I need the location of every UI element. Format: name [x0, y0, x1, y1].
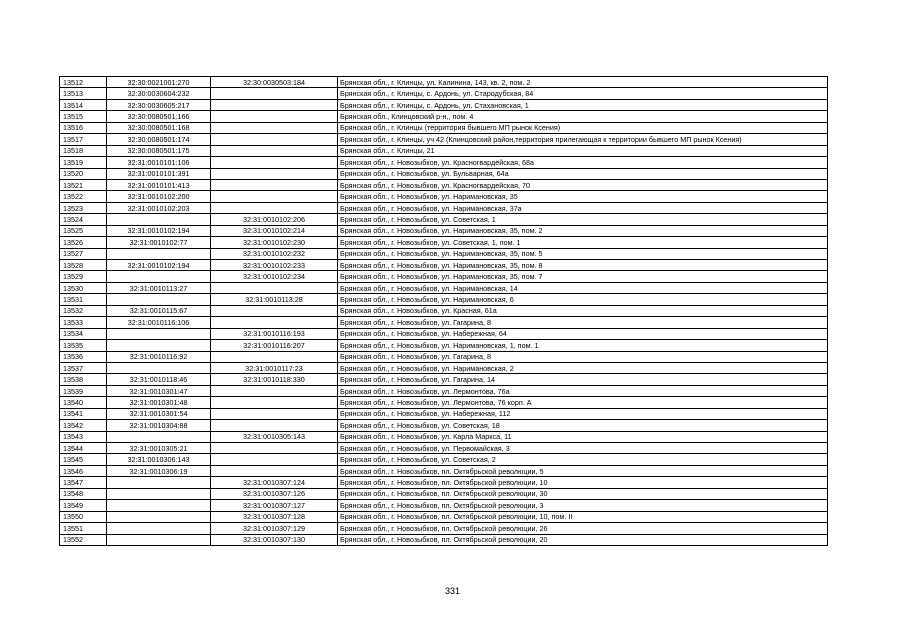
building-number-cell — [211, 397, 338, 408]
address-cell: Брянская обл., Клинцовский р-н,, пом. 4 — [338, 111, 828, 122]
row-number-cell: 13531 — [60, 294, 107, 305]
row-number-cell: 13523 — [60, 202, 107, 213]
address-cell: Брянская обл., г. Новозыбков, ул. Лермонтова, 76 корп. А — [338, 397, 828, 408]
address-cell: Брянская обл., г. Клинцы, 21 — [338, 145, 828, 156]
building-number-cell: 32:30:0030503:184 — [211, 77, 338, 88]
building-number-cell — [211, 408, 338, 419]
row-number-cell: 13514 — [60, 99, 107, 110]
cadastral-number-cell: 32:30:0080501:166 — [107, 111, 211, 122]
cadastral-number-cell: 32:30:0030605:217 — [107, 99, 211, 110]
row-number-cell: 13549 — [60, 500, 107, 511]
address-cell: Брянская обл., г. Клинцы, ул. Калинина, 143, кв. 2, пом. 2 — [338, 77, 828, 88]
building-number-cell: 32:31:0010307:127 — [211, 500, 338, 511]
row-number-cell: 13544 — [60, 443, 107, 454]
address-cell: Брянская обл., г. Новозыбков, ул. Наримановская, 35, пом. 8 — [338, 260, 828, 271]
table-row — [60, 282, 828, 293]
row-number-cell: 13525 — [60, 225, 107, 236]
building-number-cell — [211, 305, 338, 316]
cadastral-number-cell — [107, 248, 211, 259]
building-number-cell — [211, 99, 338, 110]
address-cell: Брянская обл., г. Новозыбков, ул. Наримановская, 35 — [338, 191, 828, 202]
address-cell: Брянская обл., г. Новозыбков, ул. Наримановская, 35, пом. 5 — [338, 248, 828, 259]
cadastral-number-cell — [107, 340, 211, 351]
table-row — [60, 523, 828, 534]
cadastral-number-cell — [107, 431, 211, 442]
table-row — [60, 134, 828, 145]
address-cell: Брянская обл., г. Новозыбков, ул. Наримановская, 6 — [338, 294, 828, 305]
cadastral-number-cell: 32:31:0010101:413 — [107, 179, 211, 190]
row-number-cell: 13539 — [60, 385, 107, 396]
table-row — [60, 191, 828, 202]
building-number-cell: 32:31:0010307:126 — [211, 488, 338, 499]
row-number-cell: 13530 — [60, 282, 107, 293]
cadastral-number-cell: 32:30:0080501:168 — [107, 122, 211, 133]
address-cell: Брянская обл., г. Новозыбков, ул. Карла Маркса, 11 — [338, 431, 828, 442]
building-number-cell — [211, 202, 338, 213]
cadastral-number-cell: 32:31:0010115:67 — [107, 305, 211, 316]
table-row — [60, 340, 828, 351]
row-number-cell: 13542 — [60, 420, 107, 431]
building-number-cell — [211, 454, 338, 465]
row-number-cell: 13545 — [60, 454, 107, 465]
table-row — [60, 168, 828, 179]
cadastral-number-cell: 32:31:0010102:203 — [107, 202, 211, 213]
table-row — [60, 88, 828, 99]
row-number-cell: 13526 — [60, 237, 107, 248]
table-row — [60, 465, 828, 476]
cadastral-number-cell — [107, 500, 211, 511]
address-cell: Брянская обл., г. Новозыбков, ул. Наримановская, 2 — [338, 362, 828, 373]
address-cell: Брянская обл., г. Новозыбков, ул. Набережная, 64 — [338, 328, 828, 339]
cadastral-number-cell — [107, 488, 211, 499]
cadastral-number-cell — [107, 511, 211, 522]
address-cell: Брянская обл., г. Новозыбков, ул. Наримановская, 14 — [338, 282, 828, 293]
cadastral-number-cell: 32:31:0010301:47 — [107, 385, 211, 396]
row-number-cell: 13541 — [60, 408, 107, 419]
address-cell: Брянская обл., г. Новозыбков, ул. Советская, 1 — [338, 214, 828, 225]
address-cell: Брянская обл., г. Клинцы, с. Ардонь, ул. Стахановская, 1 — [338, 99, 828, 110]
building-number-cell — [211, 317, 338, 328]
table-row — [60, 374, 828, 385]
row-number-cell: 13552 — [60, 534, 107, 545]
building-number-cell — [211, 351, 338, 362]
table-row — [60, 351, 828, 362]
row-number-cell: 13517 — [60, 134, 107, 145]
table-row — [60, 99, 828, 110]
cadastral-number-cell: 32:31:0010301:54 — [107, 408, 211, 419]
cadastral-number-cell: 32:31:0010102:77 — [107, 237, 211, 248]
cadastral-number-cell: 32:30:0080501:175 — [107, 145, 211, 156]
page-number: 331 — [444, 586, 461, 596]
table-row — [60, 534, 828, 545]
address-cell: Брянская обл., г. Новозыбков, ул. Первомайская, 3 — [338, 443, 828, 454]
table-row — [60, 145, 828, 156]
cadastral-number-cell: 32:31:0010102:194 — [107, 225, 211, 236]
cadastral-number-cell — [107, 534, 211, 545]
row-number-cell: 13515 — [60, 111, 107, 122]
table-row — [60, 397, 828, 408]
building-number-cell: 32:31:0010118:330 — [211, 374, 338, 385]
table-row — [60, 362, 828, 373]
address-cell: Брянская обл., г. Новозыбков, ул. Гагарина, 8 — [338, 317, 828, 328]
cadastral-number-cell — [107, 477, 211, 488]
row-number-cell: 13543 — [60, 431, 107, 442]
building-number-cell: 32:31:0010102:232 — [211, 248, 338, 259]
table-row — [60, 157, 828, 168]
table-row — [60, 260, 828, 271]
row-number-cell: 13534 — [60, 328, 107, 339]
building-number-cell: 32:31:0010117:23 — [211, 362, 338, 373]
row-number-cell: 13536 — [60, 351, 107, 362]
address-cell: Брянская обл., г. Новозыбков, пл. Октябрьской революции, 3 — [338, 500, 828, 511]
row-number-cell: 13540 — [60, 397, 107, 408]
address-cell: Брянская обл., г. Новозыбков, ул. Советская, 1, пом. 1 — [338, 237, 828, 248]
building-number-cell — [211, 465, 338, 476]
address-cell: Брянская обл., г. Новозыбков, ул. Лермонтова, 76а — [338, 385, 828, 396]
address-cell: Брянская обл., г. Новозыбков, ул. Наримановская, 37а — [338, 202, 828, 213]
address-cell: Брянская обл., г. Новозыбков, пл. Октябрьской революции, 10 — [338, 477, 828, 488]
cadastral-number-cell: 32:31:0010102:194 — [107, 260, 211, 271]
address-cell: Брянская обл., г. Новозыбков, ул. Красная, 61а — [338, 305, 828, 316]
address-cell: Брянская обл., г. Новозыбков, пл. Октябрьской революции, 5 — [338, 465, 828, 476]
cadastral-number-cell — [107, 271, 211, 282]
table-row — [60, 77, 828, 88]
building-number-cell — [211, 420, 338, 431]
building-number-cell: 32:31:0010307:130 — [211, 534, 338, 545]
property-table — [59, 76, 828, 546]
row-number-cell: 13520 — [60, 168, 107, 179]
building-number-cell — [211, 134, 338, 145]
building-number-cell — [211, 385, 338, 396]
row-number-cell: 13537 — [60, 362, 107, 373]
address-cell: Брянская обл., г. Новозыбков, ул. Красногвардейская, 70 — [338, 179, 828, 190]
table-row — [60, 111, 828, 122]
table-row — [60, 305, 828, 316]
cadastral-number-cell — [107, 214, 211, 225]
table-row — [60, 454, 828, 465]
cadastral-number-cell: 32:30:0030604:232 — [107, 88, 211, 99]
building-number-cell — [211, 122, 338, 133]
row-number-cell: 13516 — [60, 122, 107, 133]
row-number-cell: 13546 — [60, 465, 107, 476]
building-number-cell — [211, 88, 338, 99]
row-number-cell: 13532 — [60, 305, 107, 316]
cadastral-number-cell: 32:31:0010305:21 — [107, 443, 211, 454]
row-number-cell: 13527 — [60, 248, 107, 259]
table-row — [60, 225, 828, 236]
building-number-cell: 32:31:0010102:214 — [211, 225, 338, 236]
row-number-cell: 13519 — [60, 157, 107, 168]
table-row — [60, 317, 828, 328]
building-number-cell — [211, 443, 338, 454]
row-number-cell: 13547 — [60, 477, 107, 488]
building-number-cell: 32:31:0010113:28 — [211, 294, 338, 305]
address-cell: Брянская обл., г. Новозыбков, ул. Гагарина, 14 — [338, 374, 828, 385]
address-cell: Брянская обл., г. Новозыбков, ул. Набережная, 112 — [338, 408, 828, 419]
address-cell: Брянская обл., г. Клинцы, с. Ардонь, ул. Стародубская, 84 — [338, 88, 828, 99]
table-row — [60, 328, 828, 339]
row-number-cell: 13533 — [60, 317, 107, 328]
cadastral-number-cell: 32:31:0010113:27 — [107, 282, 211, 293]
address-cell: Брянская обл., г. Новозыбков, ул. Бульварная, 64а — [338, 168, 828, 179]
table-row — [60, 477, 828, 488]
row-number-cell: 13551 — [60, 523, 107, 534]
address-cell: Брянская обл., г. Новозыбков, пл. Октябрьской революции, 30 — [338, 488, 828, 499]
row-number-cell: 13522 — [60, 191, 107, 202]
row-number-cell: 13512 — [60, 77, 107, 88]
row-number-cell: 13518 — [60, 145, 107, 156]
cadastral-number-cell: 32:31:0010118:46 — [107, 374, 211, 385]
row-number-cell: 13528 — [60, 260, 107, 271]
building-number-cell: 32:31:0010102:233 — [211, 260, 338, 271]
table-row — [60, 271, 828, 282]
cadastral-number-cell: 32:31:0010306:19 — [107, 465, 211, 476]
building-number-cell — [211, 157, 338, 168]
cadastral-number-cell — [107, 523, 211, 534]
cadastral-number-cell: 32:31:0010301:48 — [107, 397, 211, 408]
table-row — [60, 248, 828, 259]
table-row — [60, 420, 828, 431]
building-number-cell: 32:31:0010102:234 — [211, 271, 338, 282]
cadastral-number-cell — [107, 328, 211, 339]
building-number-cell — [211, 111, 338, 122]
cadastral-number-cell: 32:31:0010101:391 — [107, 168, 211, 179]
building-number-cell — [211, 191, 338, 202]
table-row — [60, 443, 828, 454]
building-number-cell: 32:31:0010307:128 — [211, 511, 338, 522]
table-row — [60, 122, 828, 133]
building-number-cell — [211, 179, 338, 190]
building-number-cell: 32:31:0010102:230 — [211, 237, 338, 248]
cadastral-number-cell — [107, 294, 211, 305]
table-row — [60, 294, 828, 305]
building-number-cell: 32:31:0010307:129 — [211, 523, 338, 534]
table-row — [60, 237, 828, 248]
cadastral-number-cell: 32:31:0010101:106 — [107, 157, 211, 168]
table-row — [60, 500, 828, 511]
cadastral-number-cell: 32:30:0080501:174 — [107, 134, 211, 145]
table-row — [60, 385, 828, 396]
row-number-cell: 13548 — [60, 488, 107, 499]
building-number-cell — [211, 145, 338, 156]
table-row — [60, 408, 828, 419]
building-number-cell: 32:31:0010102:206 — [211, 214, 338, 225]
row-number-cell: 13521 — [60, 179, 107, 190]
building-number-cell: 32:31:0010307:124 — [211, 477, 338, 488]
cadastral-number-cell: 32:30:0021001:270 — [107, 77, 211, 88]
property-table-body — [60, 77, 828, 546]
table-row — [60, 179, 828, 190]
address-cell: Брянская обл., г. Клинцы, уч 42 (Клинцовский район,территория прилегающая к территории бывшего МП рынок Ксения) — [338, 134, 828, 145]
cadastral-number-cell: 32:31:0010306:143 — [107, 454, 211, 465]
address-cell: Брянская обл., г. Новозыбков, ул. Наримановская, 35, пом. 2 — [338, 225, 828, 236]
address-cell: Брянская обл., г. Новозыбков, ул. Наримановская, 1, пом. 1 — [338, 340, 828, 351]
cadastral-number-cell: 32:31:0010102:200 — [107, 191, 211, 202]
address-cell: Брянская обл., г. Новозыбков, пл. Октябрьской революции, 26 — [338, 523, 828, 534]
building-number-cell: 32:31:0010116:193 — [211, 328, 338, 339]
address-cell: Брянская обл., г. Новозыбков, ул. Советская, 18 — [338, 420, 828, 431]
building-number-cell: 32:31:0010305:143 — [211, 431, 338, 442]
cadastral-number-cell: 32:31:0010116:92 — [107, 351, 211, 362]
cadastral-number-cell: 32:31:0010304:88 — [107, 420, 211, 431]
building-number-cell — [211, 168, 338, 179]
row-number-cell: 13550 — [60, 511, 107, 522]
address-cell: Брянская обл., г. Клинцы (территория бывшего МП рынок Ксения) — [338, 122, 828, 133]
row-number-cell: 13535 — [60, 340, 107, 351]
row-number-cell: 13529 — [60, 271, 107, 282]
table-row — [60, 202, 828, 213]
table-row — [60, 511, 828, 522]
building-number-cell: 32:31:0010116:207 — [211, 340, 338, 351]
address-cell: Брянская обл., г. Новозыбков, ул. Гагарина, 8 — [338, 351, 828, 362]
table-row — [60, 214, 828, 225]
address-cell: Брянская обл., г. Новозыбков, пл. Октябрьской революции, 20 — [338, 534, 828, 545]
row-number-cell: 13513 — [60, 88, 107, 99]
address-cell: Брянская обл., г. Новозыбков, ул. Красногвардейская, 68а — [338, 157, 828, 168]
row-number-cell: 13524 — [60, 214, 107, 225]
cadastral-number-cell: 32:31:0010116:106 — [107, 317, 211, 328]
table-row — [60, 431, 828, 442]
address-cell: Брянская обл., г. Новозыбков, ул. Советская, 2 — [338, 454, 828, 465]
building-number-cell — [211, 282, 338, 293]
table-row — [60, 488, 828, 499]
cadastral-number-cell — [107, 362, 211, 373]
row-number-cell: 13538 — [60, 374, 107, 385]
address-cell: Брянская обл., г. Новозыбков, ул. Наримановская, 35, пом. 7 — [338, 271, 828, 282]
address-cell: Брянская обл., г. Новозыбков, пл. Октябрьской революции, 10, пом. II — [338, 511, 828, 522]
